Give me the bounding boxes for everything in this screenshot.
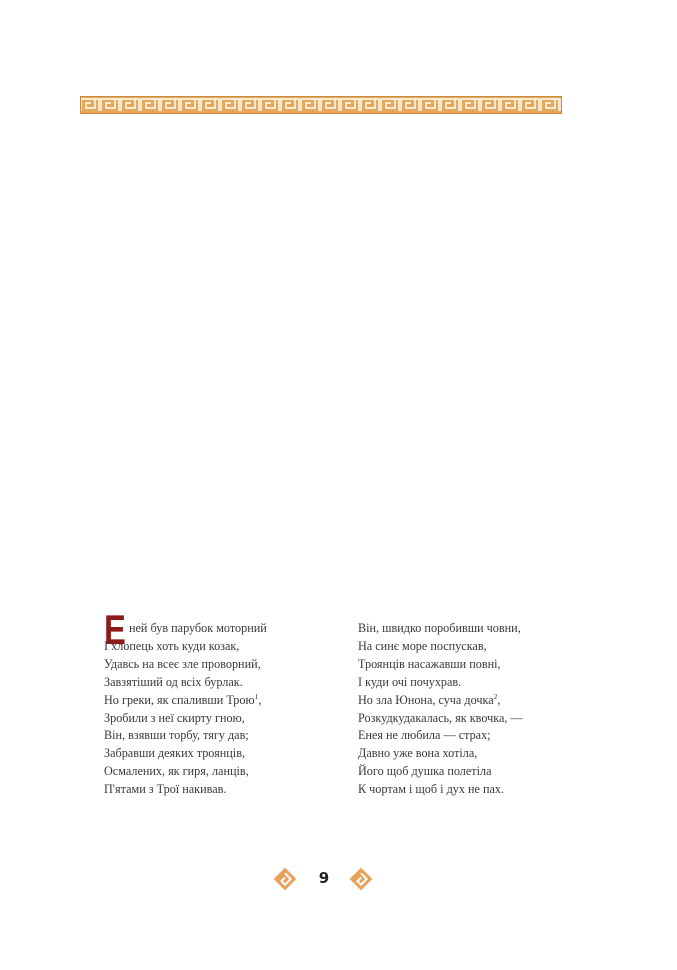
poem-line: На синє море поспускав, bbox=[358, 638, 487, 653]
page-footer bbox=[0, 866, 677, 896]
diamond-knot-icon bbox=[348, 866, 374, 892]
poem-line: Він, взявши торбу, тягу дав; bbox=[104, 728, 249, 743]
poem-line: І куди очі почухрав. bbox=[358, 674, 462, 689]
greek-key-border bbox=[80, 96, 562, 114]
footnote-marker[interactable]: 1 bbox=[254, 691, 259, 701]
poem-line: Но зла Юнона, суча дочка$^2$, bbox=[358, 691, 501, 707]
poem-line: ней був парубок моторний bbox=[129, 621, 267, 635]
stanza-right bbox=[358, 620, 523, 799]
poem-line: Осмалених, як гиря, ланців, bbox=[104, 764, 249, 779]
poem-line: Троянців насажавши повні, bbox=[358, 656, 501, 671]
drop-cap: Е bbox=[104, 606, 126, 653]
page-number: 9 bbox=[318, 869, 330, 887]
poem-line: Забравши деяких троянців, bbox=[104, 746, 245, 761]
poem-line: Розкудкудакалась, як квочка, — bbox=[358, 710, 523, 725]
poem-line: Енея не любила — страх; bbox=[358, 728, 491, 743]
footnote-marker[interactable]: 2 bbox=[493, 691, 498, 701]
poem-line: Давно уже вона хотіла, bbox=[358, 746, 478, 761]
poem-line: Завзятіший од всіх бурлак. bbox=[104, 674, 243, 689]
poem-line: Удавсь на всеє зле проворний, bbox=[104, 656, 261, 671]
poem-line: Но греки, як спаливши Трою$^1$, bbox=[104, 691, 262, 707]
poem-line: Зробили з неї скирту гною, bbox=[104, 710, 245, 725]
poem-line: І хлопець хоть куди козак, bbox=[104, 638, 240, 653]
diamond-knot-icon bbox=[272, 866, 298, 892]
poem-line: П'ятами з Трої накивав. bbox=[104, 782, 227, 797]
stanza-left bbox=[104, 620, 267, 799]
poem-line: Він, швидко поробивши човни, bbox=[358, 621, 521, 635]
poem-line: Його щоб душка полетіла bbox=[358, 764, 492, 779]
poem-line: К чортам і щоб і дух не пах. bbox=[358, 782, 505, 797]
